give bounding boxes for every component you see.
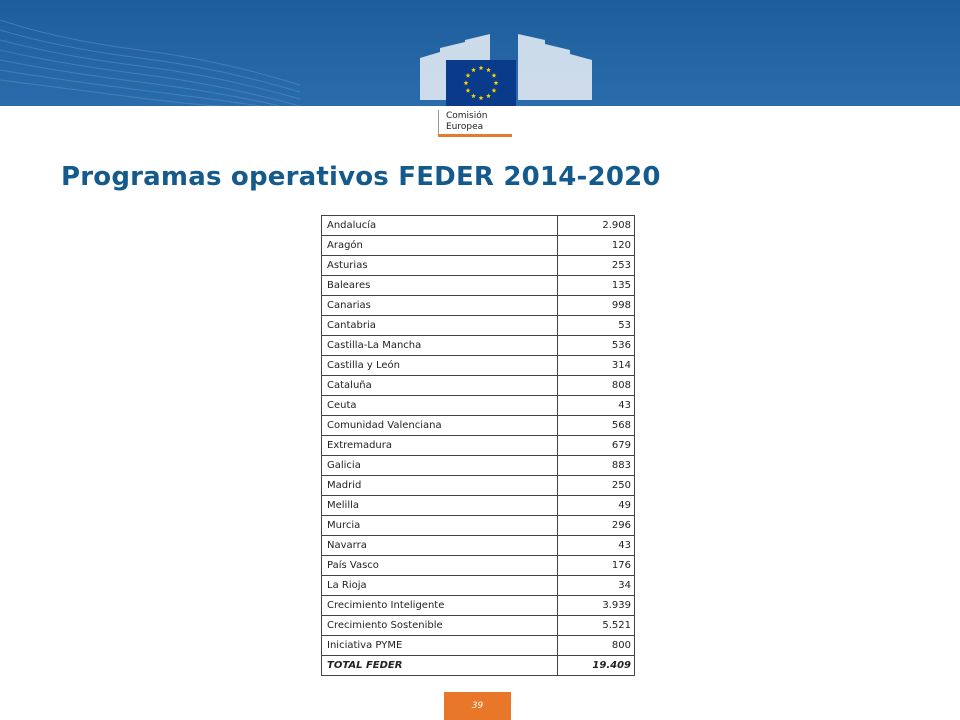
table-row xyxy=(322,296,635,316)
row-value: 19.409 xyxy=(558,656,635,676)
row-value: 679 xyxy=(558,436,635,456)
row-value: 5.521 xyxy=(558,616,635,636)
table-row xyxy=(322,536,635,556)
table-row xyxy=(322,476,635,496)
row-value: 998 xyxy=(558,296,635,316)
row-value: 253 xyxy=(558,256,635,276)
table-row xyxy=(322,456,635,476)
row-name: Cataluña xyxy=(322,376,558,396)
row-value: 3.939 xyxy=(558,596,635,616)
table-row xyxy=(322,356,635,376)
page-title: Programas operativos FEDER 2014-2020 xyxy=(61,162,661,192)
row-name: Baleares xyxy=(322,276,558,296)
org-name-line2: Europea xyxy=(446,122,484,132)
table-row xyxy=(322,316,635,336)
logo-accent-bar xyxy=(438,134,512,137)
row-name: Murcia xyxy=(322,516,558,536)
row-name: Crecimiento Inteligente xyxy=(322,596,558,616)
table-row xyxy=(322,236,635,256)
row-value: 34 xyxy=(558,576,635,596)
table-row xyxy=(322,596,635,616)
table-row xyxy=(322,216,635,236)
row-name: TOTAL FEDER xyxy=(322,656,558,676)
row-name: Canarias xyxy=(322,296,558,316)
row-value: 2.908 xyxy=(558,216,635,236)
row-value: 53 xyxy=(558,316,635,336)
row-value: 135 xyxy=(558,276,635,296)
row-value: 120 xyxy=(558,236,635,256)
org-name-line1: Comisión xyxy=(446,111,488,121)
page-number: 39 xyxy=(444,692,511,720)
row-value: 808 xyxy=(558,376,635,396)
row-value: 43 xyxy=(558,396,635,416)
table-row xyxy=(322,376,635,396)
row-name: Castilla-La Mancha xyxy=(322,336,558,356)
row-value: 176 xyxy=(558,556,635,576)
row-value: 49 xyxy=(558,496,635,516)
table-row xyxy=(322,256,635,276)
row-name: Iniciativa PYME xyxy=(322,636,558,656)
table-row xyxy=(322,556,635,576)
row-value: 43 xyxy=(558,536,635,556)
table-row xyxy=(322,576,635,596)
table-row xyxy=(322,416,635,436)
row-name: Navarra xyxy=(322,536,558,556)
row-name: Ceuta xyxy=(322,396,558,416)
row-value: 883 xyxy=(558,456,635,476)
table-row xyxy=(322,616,635,636)
logo-divider xyxy=(438,110,439,134)
table-row xyxy=(322,396,635,416)
table-row xyxy=(322,336,635,356)
row-value: 568 xyxy=(558,416,635,436)
table-row xyxy=(322,496,635,516)
table-row xyxy=(322,276,635,296)
row-name: Castilla y León xyxy=(322,356,558,376)
feder-table xyxy=(321,215,635,676)
row-name: Melilla xyxy=(322,496,558,516)
row-value: 296 xyxy=(558,516,635,536)
row-value: 314 xyxy=(558,356,635,376)
row-name: La Rioja xyxy=(322,576,558,596)
row-name: Galicia xyxy=(322,456,558,476)
row-name: Madrid xyxy=(322,476,558,496)
total-row xyxy=(322,656,635,676)
row-name: País Vasco xyxy=(322,556,558,576)
table-row xyxy=(322,436,635,456)
org-name xyxy=(446,111,526,133)
row-name: Comunidad Valenciana xyxy=(322,416,558,436)
row-value: 250 xyxy=(558,476,635,496)
row-name: Aragón xyxy=(322,236,558,256)
row-value: 800 xyxy=(558,636,635,656)
row-name: Asturias xyxy=(322,256,558,276)
eu-flag-icon xyxy=(415,30,575,110)
row-value: 536 xyxy=(558,336,635,356)
row-name: Andalucía xyxy=(322,216,558,236)
row-name: Crecimiento Sostenible xyxy=(322,616,558,636)
table-row xyxy=(322,516,635,536)
table-row xyxy=(322,636,635,656)
row-name: Cantabria xyxy=(322,316,558,336)
row-name: Extremadura xyxy=(322,436,558,456)
